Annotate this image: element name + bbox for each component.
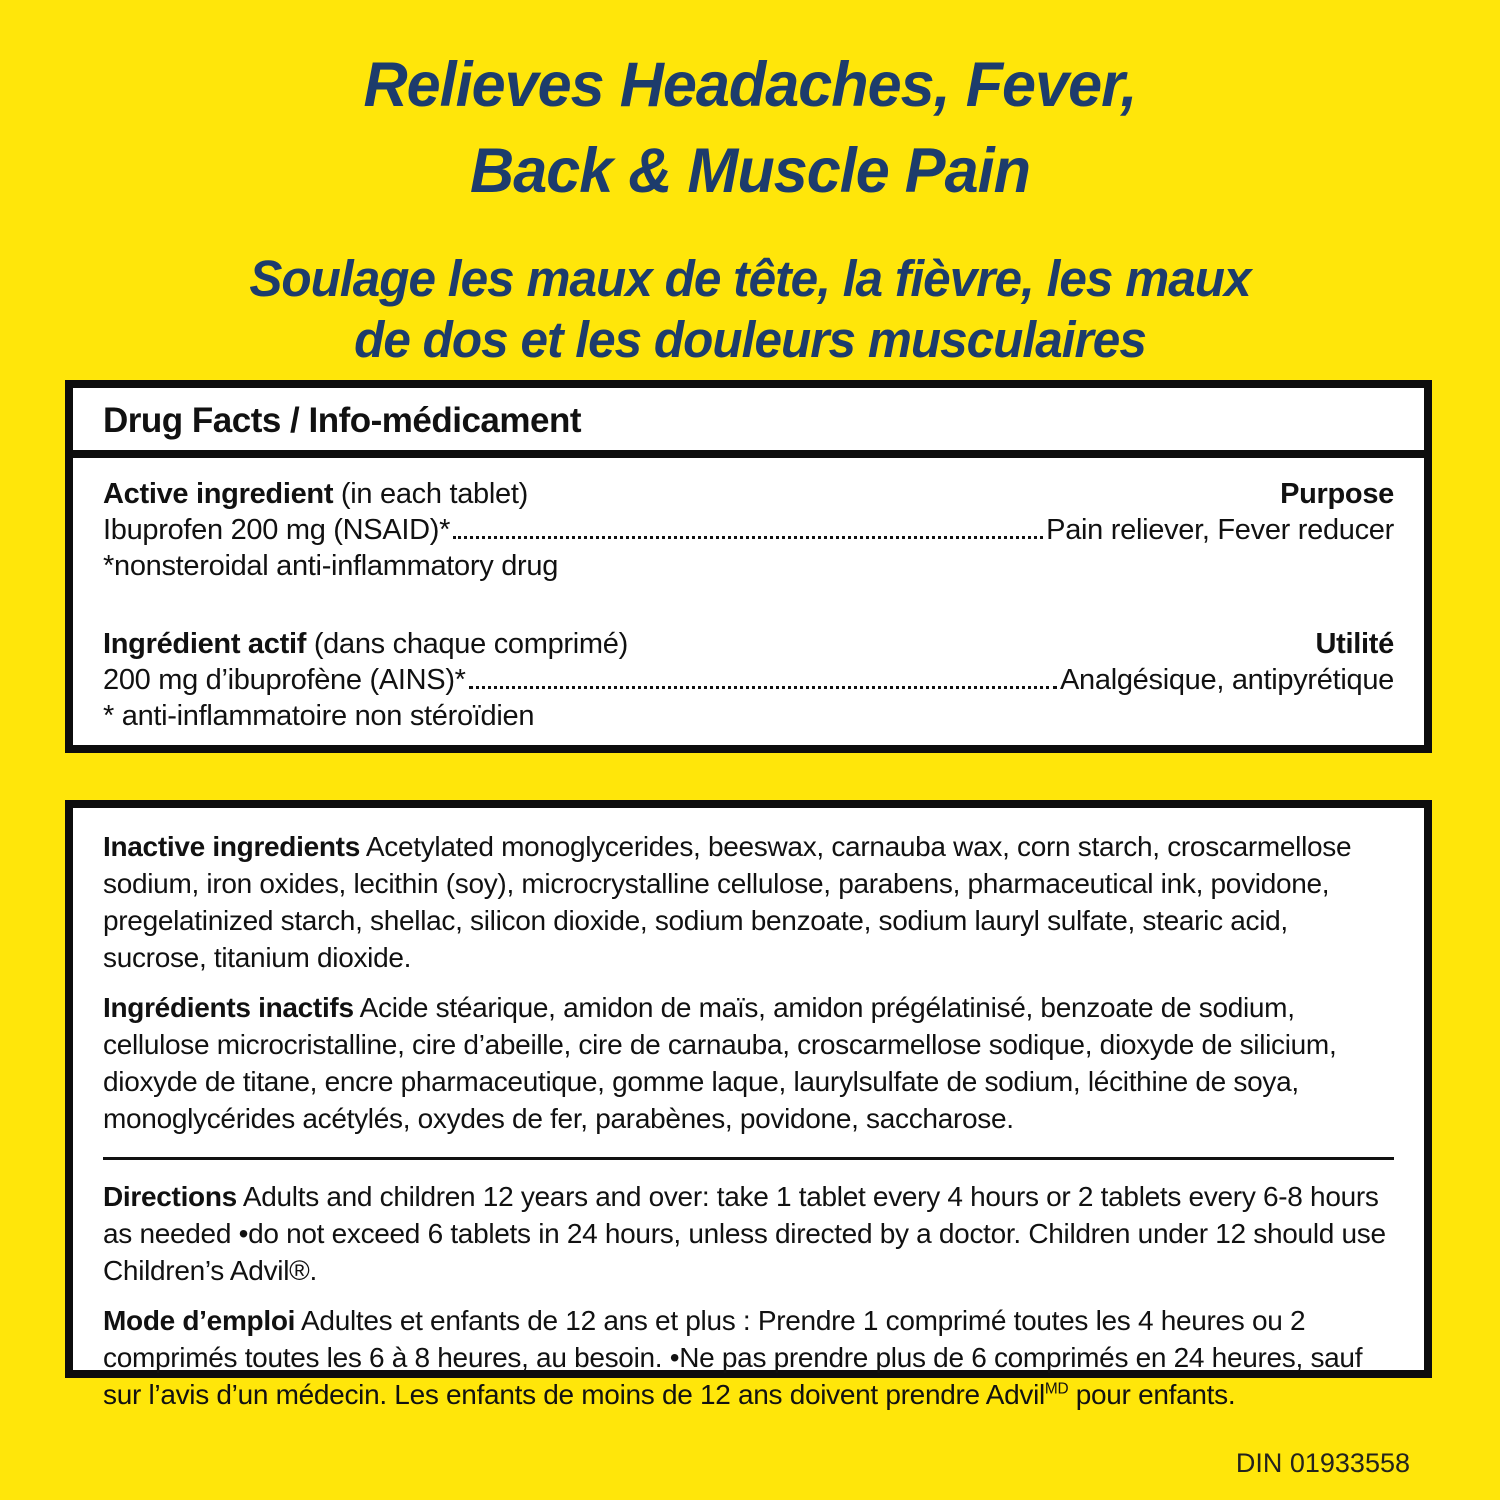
nsaid-footnote-en: *nonsteroidal anti-inflammatory drug (103, 550, 559, 582)
directions-en (103, 1178, 1394, 1289)
directions-fr-lead: Mode d’emploi (103, 1305, 296, 1336)
headline-en-line2: Back & Muscle Pain (470, 136, 1030, 206)
details-box (65, 800, 1432, 1410)
ingredient-leader-row-fr (103, 662, 1394, 698)
purpose-value-fr: Analgésique, antipyrétique (1060, 664, 1394, 696)
purpose-label-fr: Utilité (1315, 628, 1394, 660)
headline-fr-line2: de dos et les douleurs musculaires (354, 311, 1146, 368)
directions-en-body: Adults and children 12 years and over: take 1 tablet every 4 hours or 2 tablets every 6-8 hours as needed •do not exceed 6 tablets in 24 hours, unless directed by a doctor. Children under 12 should use Children’s Advil®. (103, 1181, 1386, 1286)
active-ingredient-lead-fr: Ingrédient actif (103, 628, 307, 660)
directions-en-lead: Directions (103, 1181, 237, 1212)
headline-en-line1: Relieves Headaches, Fever, (363, 50, 1137, 120)
ingredient-name-fr: 200 mg d’ibuprofène (AINS)* (103, 664, 466, 696)
active-ingredient-note: (in each tablet) (333, 478, 528, 510)
active-ingredient-note-fr: (dans chaque comprimé) (306, 628, 628, 660)
inactive-ingredients-en (103, 828, 1394, 976)
dotted-leader-en (453, 536, 1043, 539)
active-ingredient-label (103, 476, 528, 512)
ingredient-leader-row-en (103, 512, 1394, 548)
inactive-ingredients-en-body: Acetylated monoglycerides, beeswax, carnauba wax, corn starch, croscarmellose sodium, iron oxides, lecithin (soy), microcrystalline cellulose, parabens, pharmaceutical ink, povidone, pregelatinized starch, shellac, silicon dioxide, sodium benzoate, sodium lauryl sulfate, stearic acid, sucrose, titanium dioxide. (103, 831, 1352, 973)
directions-fr-after: pour enfants. (1068, 1379, 1236, 1410)
purpose-value-en: Pain reliever, Fever reducer (1046, 514, 1394, 546)
trademark-superscript: MD (1044, 1380, 1069, 1398)
nsaid-footnote-fr: * anti-inflammatoire non stéroïdien (103, 700, 535, 732)
title-divider-bar (73, 450, 1424, 458)
headline-fr-line1: Soulage les maux de tête, la fièvre, les maux (249, 250, 1251, 307)
active-ingredient-section-fr (103, 626, 1394, 734)
active-ingredient-lead: Active ingredient (103, 478, 334, 510)
active-ingredient-section-en (103, 476, 1394, 584)
active-ingredient-header-row (103, 476, 1394, 512)
active-ingredient-label-fr (103, 626, 628, 662)
details-content (73, 808, 1424, 1413)
headline-french (23, 248, 1478, 370)
din-number: DIN 01933558 (1235, 1448, 1410, 1478)
ingredient-name-en: Ibuprofen 200 mg (NSAID)* (103, 514, 451, 546)
headline (0, 42, 1500, 370)
directions-fr (103, 1302, 1394, 1413)
inactive-ingredients-fr-lead: Ingrédients inactifs (103, 992, 354, 1023)
drug-facts-box (65, 380, 1432, 753)
dotted-leader-fr (469, 686, 1057, 689)
drug-facts-title: Drug Facts / Info-médicament (103, 401, 582, 440)
inactive-ingredients-en-lead: Inactive ingredients (103, 831, 360, 862)
directions-fr-body: Adultes et enfants de 12 ans et plus : Prendre 1 comprimé toutes les 4 heures ou 2 comprimés toutes les 6 à 8 heures, au besoin. •Ne pas prendre plus de 6 comprimés en 24 heures, sauf sur l’avis d’un médecin. Les enfants de moins de 12 ans doivent prendre Advil (103, 1305, 1363, 1410)
drug-facts-content (73, 458, 1424, 734)
inactive-ingredients-fr-body: Acide stéarique, amidon de maïs, amidon prégélatinisé, benzoate de sodium, cellulose microcristalline, cire d’abeille, cire de carnauba, croscarmellose sodique, dioxyde de silicium, dioxyde de titane, encre pharmaceutique, gomme laque, laurylsulfate de sodium, lécithine de soya, monoglycérides acétylés, oxydes de fer, parabènes, povidone, saccharose. (103, 992, 1337, 1134)
section-divider-line (103, 1157, 1394, 1160)
active-ingredient-header-row-fr (103, 626, 1394, 662)
inactive-ingredients-fr (103, 989, 1394, 1137)
purpose-label: Purpose (1280, 478, 1394, 510)
headline-english (23, 42, 1478, 214)
